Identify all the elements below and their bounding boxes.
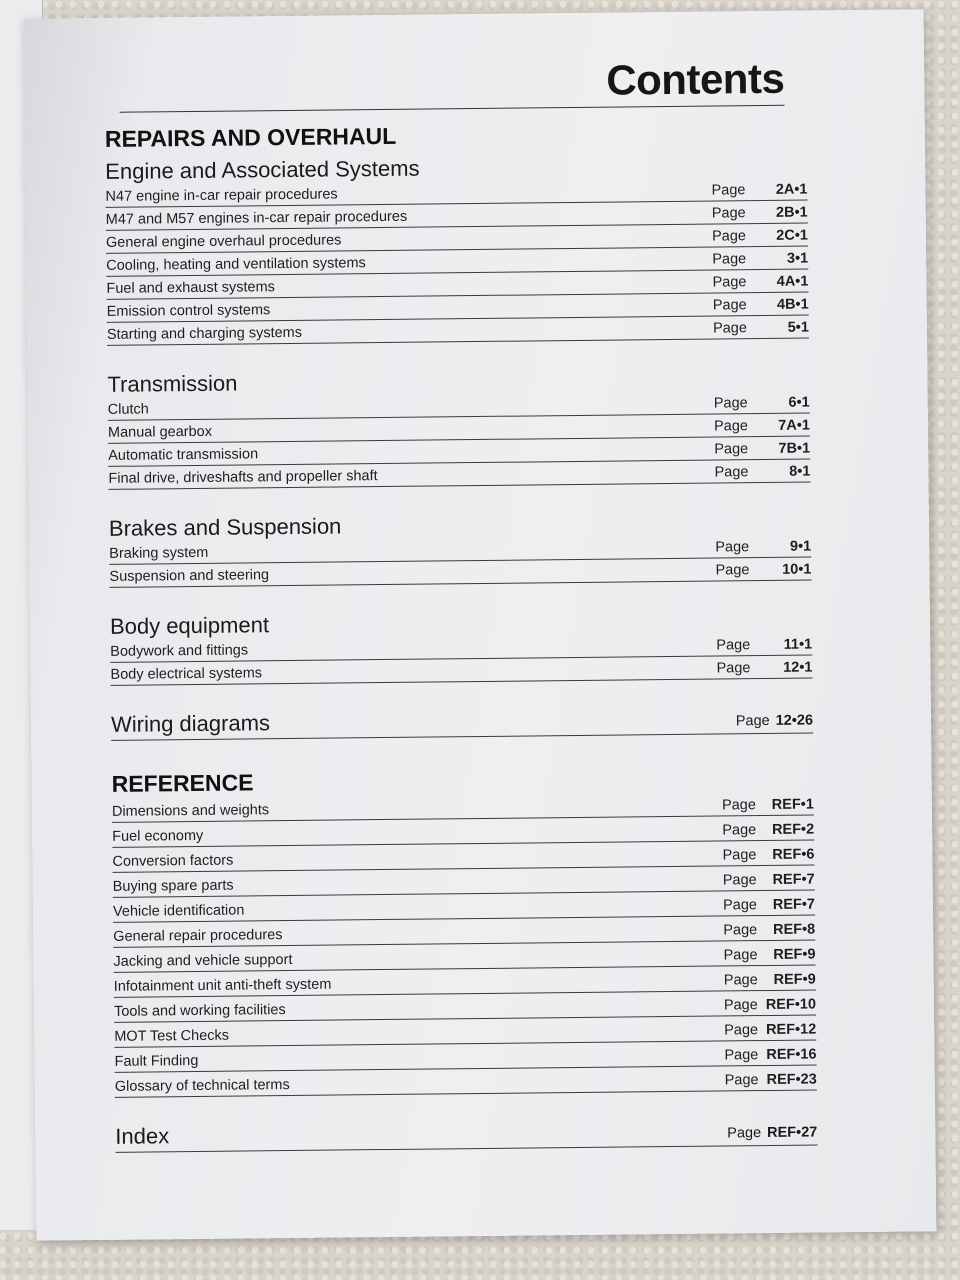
page-word: Page [727,1125,762,1142]
toc-entry-label: Conversion factors [112,852,234,870]
page-word: Page [716,637,751,654]
toc-entry-label: Glossary of technical terms [114,1077,290,1095]
page-word: Page [724,1047,759,1064]
page-word: Page [715,539,750,556]
toc-entry-label: M47 and M57 engines in-car repair procedures [105,208,408,228]
toc-entry-label: Final drive, driveshafts and propeller shaft [108,468,378,487]
toc-entry-index[interactable] [115,1114,817,1152]
page-word: Page [712,251,747,268]
page-word: Page [712,320,747,337]
repairs-sections [105,152,812,686]
page-word: Page [712,297,747,314]
page-ref: REF•23 [766,1071,817,1089]
page-ref: 4B•1 [776,296,809,313]
toc-entry-label: Vehicle identification [112,902,245,920]
page-word: Page [722,847,757,864]
page-title: Contents [606,54,785,104]
page-ref: REF•1 [771,796,814,813]
page-ref: 4A•1 [776,273,809,290]
page-ref: 7A•1 [778,417,811,434]
toc-entry-label: Automatic transmission [108,446,259,464]
page-ref: REF•2 [771,821,815,838]
page-word: Page [723,997,758,1014]
section-title: Body equipment [109,612,270,639]
part-title-repairs: REPAIRS AND OVERHAUL [104,122,397,152]
page-ref: REF•16 [766,1046,817,1064]
page-word: Page [716,660,751,677]
page-ref: 12•1 [783,659,813,676]
page-ref: REF•27 [767,1124,818,1142]
contents-page [24,9,937,1240]
page-ref: 2B•1 [775,204,808,221]
toc-entry-label: Braking system [109,544,209,562]
page-word: Page [723,972,758,989]
page-word: Page [724,1072,759,1089]
page-word: Page [711,182,746,199]
page-ref: REF•10 [765,996,817,1014]
page-ref: 8•1 [789,463,811,480]
page-word: Page [721,797,756,814]
toc-entry-label: Buying spare parts [112,877,234,895]
page-word: Page [723,922,758,939]
page-ref: 2A•1 [775,181,808,198]
page-ref: 7B•1 [778,440,811,457]
toc-entry-label: Suspension and steering [109,567,270,585]
page-ref: REF•9 [773,946,816,963]
toc-entry-label: Index [115,1123,170,1149]
toc-entry-label: MOT Test Checks [114,1027,230,1045]
toc-entry-label: Jacking and vehicle support [113,951,293,970]
toc-entry-label: Infotainment unit anti-theft system [113,976,332,995]
page-word: Page [735,712,770,730]
toc-entry-label: Clutch [107,401,149,418]
toc-entry-label: Wiring diagrams [110,710,271,737]
page-word: Page [722,872,757,889]
part-title-reference: REFERENCE [111,769,254,797]
page-ref: 10•1 [782,561,812,578]
page-ref: REF•9 [773,971,816,988]
toc-entry-label: Tools and working facilities [113,1002,286,1020]
toc-entry-label: Dimensions and weights [111,802,270,820]
page-word: Page [715,562,750,579]
page-ref: 6•1 [788,394,810,411]
page-ref: 9•1 [789,538,812,555]
page-ref: REF•8 [772,921,816,938]
toc-entry-label: Starting and charging systems [106,324,303,343]
toc-entry-label: Emission control systems [106,302,271,320]
page-word: Page [711,228,747,245]
section-title: Brakes and Suspension [108,513,342,541]
page-word: Page [722,897,758,914]
page-ref: 2C•1 [776,227,809,244]
toc-entry-label: Fault Finding [114,1052,199,1070]
page-ref: REF•12 [765,1021,817,1039]
toc-entry-label: Body electrical systems [110,665,263,683]
page-word: Page [722,822,757,839]
toc-entry-label: Cooling, heating and ventilation systems [106,255,366,274]
toc-entry-label: Fuel economy [112,827,204,845]
toc-entry-label: Fuel and exhaust systems [106,279,275,297]
page-ref: REF•7 [772,896,816,913]
page-word: Page [713,395,748,412]
page-word: Page [724,1022,759,1039]
page-ref: 11•1 [783,636,813,653]
page-word: Page [713,418,749,435]
contents-list [105,111,818,1153]
toc-entry-wiring[interactable] [111,703,813,741]
toc-entry-label: General engine overhaul procedures [105,232,342,251]
toc-entry-label: Manual gearbox [107,423,213,441]
toc-entry-label: General repair procedures [113,927,283,945]
page-word: Page [714,441,749,458]
page-ref: 3•1 [786,250,809,267]
page-word: Page [723,947,758,964]
page-ref: REF•6 [772,846,815,863]
page-ref: REF•7 [772,871,815,888]
toc-entry-label: Bodywork and fittings [110,642,249,660]
page-word: Page [711,205,746,222]
page-word: Page [714,464,749,481]
section-title: Transmission [107,370,238,397]
page-word: Page [712,274,747,291]
reference-entries [112,791,817,1098]
toc-entry-label: N47 engine in-car repair procedures [105,186,338,205]
page-ref: 12•26 [775,712,814,729]
page-ref: 5•1 [787,319,809,336]
section-title: Engine and Associated Systems [105,155,420,184]
